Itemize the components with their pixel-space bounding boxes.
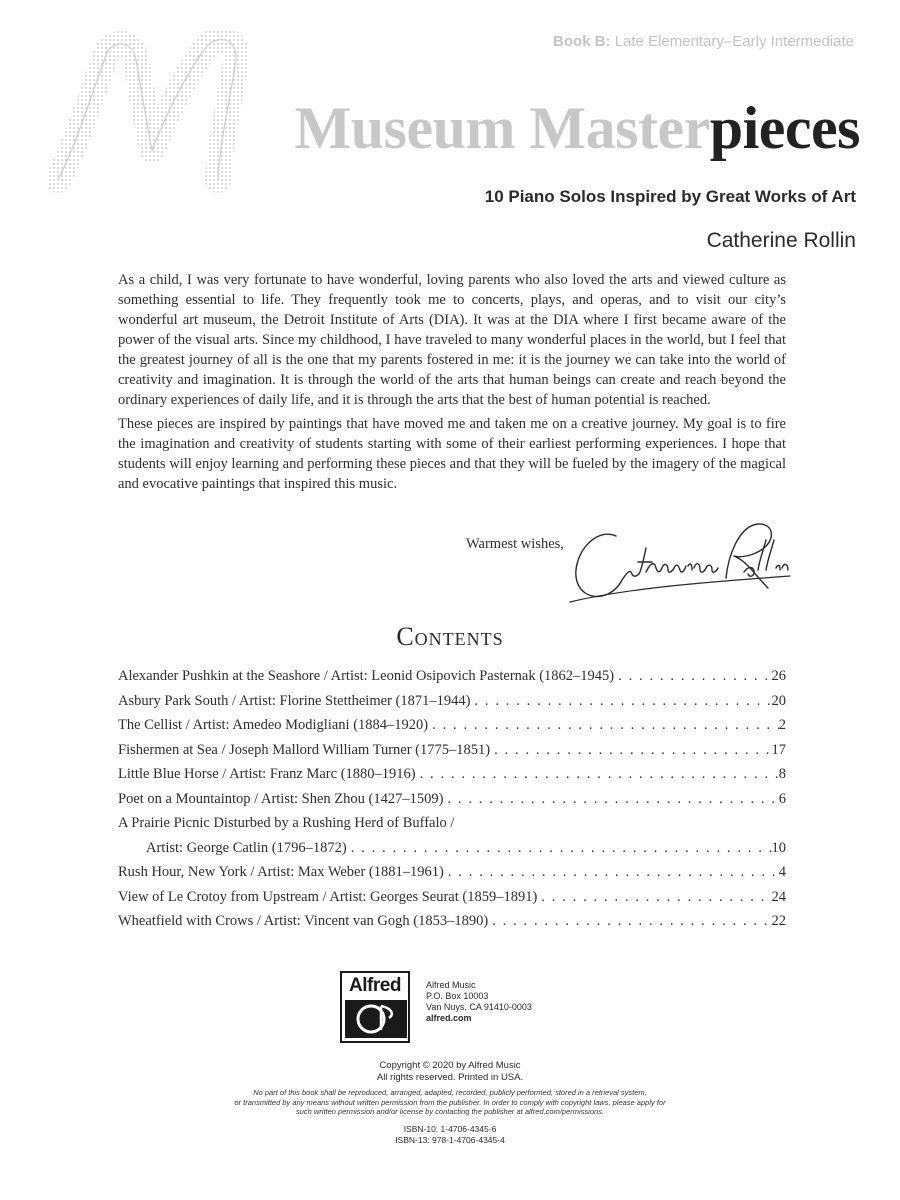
book-label: Book B:: [553, 33, 611, 50]
publisher-address-line: P.O. Box 10003: [426, 991, 489, 1001]
toc-title: The Cellist / Artist: Amedeo Modigliani (1884–1920): [118, 717, 429, 733]
isbn-block: [0, 1124, 900, 1146]
toc-title: Asbury Park South / Artist: Florine Stettheimer (1871–1944): [118, 692, 471, 709]
title-light-part: Museum Master: [294, 95, 710, 161]
rights-line: All rights reserved. Printed in USA.: [376, 1072, 524, 1083]
intro-paragraph: As a child, I was very fortunate to have wonderful, loving parents who also loved the arts and viewed culture as something essential to life. They frequently took me to concerts, plays, and operas, and to visit our city’s wonderful art museum, the Detroit Institute of Arts (DIA). It was at the DIA where I first became aware of the power of the visual arts. Since my childhood, I have traveled to many wonderful places in the world, but I feel that the greatest journey of all is the one that my parents fostered in me: it is the journey we can take into the world of creativity and imagination. It is through the world of the arts that human beings can create and reach beyond the ordinary experiences of daily life, and it is through the arts that the best of human potential is reached.: [118, 272, 786, 408]
contents-heading: Contents: [396, 622, 504, 651]
toc-page-number: 22: [771, 913, 786, 929]
alfred-emblem-icon: [345, 1000, 407, 1038]
isbn-13: ISBN-13: 978-1-4706-4345-4: [395, 1135, 505, 1145]
toc-leader: [490, 738, 771, 763]
copyright-line: Copyright © 2020 by Alfred Music: [379, 1060, 521, 1071]
toc-page-number: 10: [771, 839, 786, 856]
toc-leader: [428, 713, 779, 738]
toc-leader: [537, 885, 771, 910]
alfred-logo-text: Alfred: [349, 975, 401, 996]
toc-entry[interactable]: [118, 689, 786, 714]
toc-page-number: 4: [778, 864, 786, 880]
toc-title: Alexander Pushkin at the Seashore / Artist: Leonid Osipovich Pasternak (1862–1945): [118, 668, 615, 684]
toc-title: Little Blue Horse / Artist: Franz Marc (1880–1916): [118, 766, 416, 782]
closing-salutation: Warmest wishes,: [466, 536, 564, 552]
toc-entry[interactable]: [118, 787, 786, 812]
toc-leader: [470, 689, 771, 714]
toc-page-number: 24: [771, 888, 786, 905]
intro-paragraph: These pieces are inspired by paintings that have moved me and taken me on a creative journey. My goal is to fire the imagination and creativity of students starting with some of their earliest performing experiences. I hope that students will enjoy learning and performing these pieces and that they will be fueled by the imagery of the magical and evocative paintings that inspired this music.: [118, 416, 786, 492]
toc-title: View of Le Crotoy from Upstream / Artist: Georges Seurat (1859–1891): [118, 888, 538, 905]
toc-page-number: 17: [771, 741, 786, 758]
toc-entry[interactable]: [118, 664, 786, 689]
toc-entry[interactable]: [118, 811, 786, 836]
toc-entry-continuation[interactable]: [118, 836, 786, 861]
intro-letter: [118, 270, 786, 498]
toc-leader: [444, 860, 779, 885]
toc-page-number: 6: [778, 790, 786, 807]
isbn-10: ISBN-10: 1-4706-4345-6: [403, 1124, 497, 1134]
toc-entry[interactable]: [118, 860, 786, 885]
toc-title: Rush Hour, New York / Artist: Max Weber (1881–1961): [118, 864, 444, 880]
toc-page-number: 26: [771, 668, 786, 684]
toc-title-continuation: Artist: George Catlin (1796–1872): [146, 839, 347, 856]
toc-title: Poet on a Mountaintop / Artist: Shen Zhou (1427–1509): [118, 790, 444, 807]
legal-line: such written permission and/or license by contacting the publisher at alfred.com/permissions.: [295, 1107, 605, 1116]
toc-page-number: 20: [771, 692, 786, 709]
publisher-website[interactable]: alfred.com: [426, 1013, 472, 1023]
level-label: Late Elementary–Early Intermediate: [614, 33, 854, 50]
toc-title: A Prairie Picnic Disturbed by a Rushing Herd of Buffalo /: [118, 815, 455, 831]
toc-leader: [416, 762, 779, 787]
toc-entry[interactable]: [118, 885, 786, 910]
signature: [568, 518, 793, 613]
toc-page-number: 2: [778, 717, 786, 733]
toc-leader: [347, 836, 772, 861]
publisher-address-line: Van Nuys, CA 91410-0003: [426, 1002, 532, 1012]
author-name: Catherine Rollin: [706, 229, 856, 252]
toc-leader: [488, 909, 771, 934]
toc-entry[interactable]: [118, 738, 786, 763]
copyright-notice: [0, 1060, 900, 1084]
title-dark-part: pieces: [709, 95, 860, 161]
legal-line: or transmitted by any means without written permission from the publisher. In order to comply with copyright laws, please apply for: [234, 1097, 666, 1107]
level-header: [553, 33, 854, 50]
toc-entry[interactable]: [118, 909, 786, 934]
legal-notice: [130, 1088, 770, 1117]
toc-page-number: 8: [778, 766, 786, 782]
publisher-info: [426, 980, 532, 1024]
publisher-name: Alfred Music: [426, 980, 476, 990]
table-of-contents: [118, 664, 786, 934]
page-title: [80, 92, 860, 164]
toc-entry[interactable]: [118, 713, 786, 738]
alfred-logo: [340, 971, 410, 1043]
subtitle: 10 Piano Solos Inspired by Great Works of Art: [484, 187, 856, 206]
toc-title: Wheatfield with Crows / Artist: Vincent van Gogh (1853–1890): [118, 913, 489, 929]
toc-entry[interactable]: [118, 762, 786, 787]
legal-line: No part of this book shall be reproduced, arranged, adapted, recorded, publicly performed, stored in a retrieval system,: [253, 1088, 647, 1097]
toc-title: Fishermen at Sea / Joseph Mallord William Turner (1775–1851): [118, 741, 491, 758]
toc-leader: [443, 787, 778, 812]
toc-leader: [614, 664, 771, 689]
